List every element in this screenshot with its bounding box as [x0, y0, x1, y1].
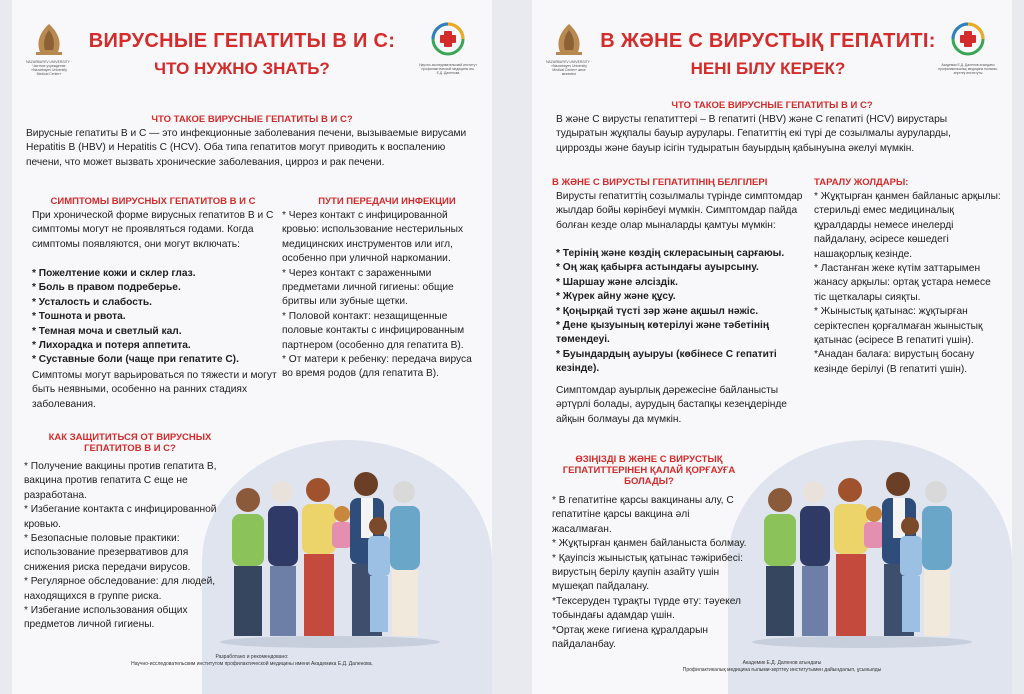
credit-line-1: Академик Е.Д. Даленов атындағы [742, 660, 822, 666]
institute-logo-caption: Научно-исследовательский институт профилактической медицины им. Е.Д. Даленова [419, 63, 477, 75]
list-item: *Ортақ жеке гигиена құралдарын пайдаланбау. [552, 624, 709, 651]
list-item: * Қауіпсіз жыныстық қатынас тәжірибесі: вирустың берілу қаупін азайту үшін мүшеқап пайдалану. [552, 552, 743, 593]
list-item: * Безопасные половые практики: использование презервативов для снижения риска передачи вирусов. [24, 533, 191, 573]
symptoms-heading: СИМПТОМЫ ВИРУСНЫХ ГЕПАТИТОВ В И С [50, 196, 256, 207]
list-item: * Ластанған жеке күтім заттарымен жанасу арқылы: ортақ ұстара немесе тіс щеткалары сияқты. [814, 263, 991, 303]
list-item: * Жүрек айну және құсу. [556, 291, 676, 303]
paths-list [282, 209, 482, 382]
protect-heading: КАК ЗАЩИТИТЬСЯ ОТ ВИРУСНЫХ ГЕПАТИТОВ В И С? [48, 432, 212, 454]
list-item: * Жыныстық қатынас: жұқтырған серіктеспен қорғалмаған жыныстық қатынас (әсіресе В гепатиті үшін). [814, 306, 983, 347]
cross-circle-logo-icon [950, 22, 986, 56]
page-title [588, 30, 948, 79]
list-item: * Избегание использования общих предметов личной гигиены. [24, 605, 188, 631]
paths-heading: ТАРАЛУ ЖОЛДАРЫ: [814, 177, 909, 188]
cross-circle-logo-icon [430, 22, 466, 56]
symptoms-heading: В ЖӘНЕ С ВИРУСТЫ ГЕПАТИТІНІҢ БЕЛГІЛЕРІ [552, 177, 768, 188]
university-emblem-icon [26, 22, 72, 58]
page-title [72, 30, 412, 79]
what-text: Вирусные гепатиты В и С — это инфекционные заболевания печени, вызываемые вирусами Hepatitis B (HBV) и Hepatitis C (HCV). Оба типа гепатитов могут приводить к воспалению печени, что может вызвать хронические заболевания, цирроз и рак печени. [26, 128, 467, 168]
list-item: * От матери к ребенку: передача вируса во время родов (для гепатита В). [282, 354, 472, 380]
credit-line-2: Профилактикалық медицина ғылыми-зерттеу институтымен дайындалып, ұсынылды [682, 667, 882, 673]
symptoms-list [32, 267, 284, 368]
what-text: В және С вирусты гепатиттері – В гепатиті (HBV) және С гепатиті (HCV) вирустары тудыратын жұқпалы бауыр аурулары. Гепатиттің екі түрі де созылмалы ауруларды, циррозды және бауыр ісігін тудыратын бауырдың қабынуына әкелуі мүмкін. [556, 114, 951, 154]
family-illustration [752, 462, 992, 652]
what-heading: ЧТО ТАКОЕ ВИРУСНЫЕ ГЕПАТИТЫ В И С? [671, 100, 873, 111]
list-item: * Тошнота и рвота. [32, 311, 126, 323]
poster-page-kazakh [532, 0, 1012, 694]
list-item: * Пожелтение кожи и склер глаз. [32, 268, 196, 279]
list-item: * Регулярное обследование: для людей, находящихся в группе риска. [24, 576, 216, 602]
paths-list [814, 190, 1004, 377]
list-item: * Через контакт с зараженными предметами личной гигиены: общие бритвы или зубные щетки. [282, 267, 454, 308]
list-item: * Буындардың ауыруы (көбінесе С гепатиті кезінде). [556, 348, 777, 375]
list-item: * Жұқтырған қанмен байланыс арқылы: стерильді емес медициналық құралдарды немесе инелерді пайдалану, әсіресе көшедегі нашақорлық кезінде. [814, 191, 1001, 260]
list-item: * Усталость и слабость. [32, 296, 153, 308]
list-item: * Дене қызуының көтерілуі және тәбетінің төмендеуі. [556, 320, 769, 346]
list-item: * Через контакт с инфицированной кровью: использование нестерильных медицинских инструментов или игл, особенно при уличной наркомании. [282, 210, 464, 265]
university-logo [26, 22, 72, 76]
title-line-2: ЧТО НУЖНО ЗНАТЬ? [154, 59, 330, 78]
protect-list [24, 460, 220, 633]
credit-line-2: Научно-исследовательским институтом профилактической медицины имени Академика Е.Д. Даленова. [131, 661, 373, 667]
credit-line-1: Разработано и рекомендовано: [215, 654, 289, 660]
list-item: * Терінің және көздің склерасының сарғаюы. [556, 248, 785, 259]
list-item: * Лихорадка и потеря аппетита. [32, 340, 191, 352]
university-logo [546, 22, 592, 76]
university-logo-caption: NAZARBAYEV UNIVERSITY · «Nazarbayev University Medical Center» жеке мекемесі [546, 60, 592, 76]
list-item: * Қоңырқай түсті зәр және ақшыл нәжіс. [556, 305, 759, 317]
university-logo-caption: NAZARBAYEV UNIVERSITY · Частное учреждение «Nazarbayev University Medical Center» [26, 60, 72, 76]
list-item: * Половой контакт: незащищенные половые контакты с инфицированным партнером (особенно для гепатита В). [282, 310, 465, 351]
list-item: * Избегание контакта с инфицированной кровью. [24, 504, 217, 530]
title-line-1: ВИРУСНЫЕ ГЕПАТИТЫ В И С: [88, 30, 396, 52]
protect-list [552, 494, 748, 652]
institute-logo [418, 22, 478, 75]
symptoms-intro: Вирусты гепатиттің созылмалы түрінде симптомдар жылдар бойы көрінбеуі мүмкін. Симптомдар пайда болған кезде олар мыналарды қамтуы мүмкін: [556, 191, 803, 231]
list-item: * Оң жақ қабырға астындағы ауырсыну. [556, 262, 759, 274]
list-item: * Боль в правом подреберье. [32, 282, 181, 294]
credit-block [652, 660, 912, 674]
title-line-2: НЕНІ БІЛУ КЕРЕК? [690, 59, 846, 78]
title-line-1: В ЖӘНЕ С ВИРУСТЫҚ ГЕПАТИТІ: [600, 30, 936, 52]
list-item: *Тексеруден тұрақты түрде өту: тәуекел тобындағы адамдар үшін. [552, 595, 742, 622]
paths-heading: ПУТИ ПЕРЕДАЧИ ИНФЕКЦИИ [318, 196, 456, 207]
list-item: * Суставные боли (чаще при гепатите С). [32, 354, 239, 366]
list-item: * Жұқтырған қанмен байланыста болмау. [552, 538, 747, 550]
list-item: * В гепатитіне қарсы вакцинаны алу, С гепатитіне қарсы вакцина әлі жасалмаған. [552, 495, 734, 535]
credit-block [122, 654, 382, 668]
institute-logo-caption: Академик Е.Д. Даленов атындағы профилактикалық медицина ғылыми-зерттеу институты [938, 63, 998, 75]
list-item: *Анадан балаға: вирустың босану кезінде берілуі (В гепатиті үшін). [814, 349, 975, 375]
list-item: * Шаршау және әлсіздік. [556, 276, 678, 288]
list-item: * Темная моча и светлый кал. [32, 325, 182, 337]
family-illustration [220, 462, 460, 652]
what-heading: ЧТО ТАКОЕ ВИРУСНЫЕ ГЕПАТИТЫ В И С? [151, 114, 353, 125]
list-item: * Получение вакцины против гепатита В, вакцина против гепатита С еще не разработана. [24, 461, 217, 501]
symptoms-list [556, 247, 810, 377]
symptoms-intro: При хронической форме вирусных гепатитов В и С симптомы могут не проявляться годами. Когда симптомы появляются, они могут включать: [32, 210, 274, 250]
poster-page-russian [12, 0, 492, 694]
symptoms-outro: Симптомы могут варьироваться по тяжести и могут быть неявными, особенно на ранних стадиях заболевания. [32, 370, 277, 410]
symptoms-outro: Симптомдар ауырлық дәрежесіне байланысты әртүрлі болады, аурудың бастапқы кезеңдерінде айқын болмауы да мүмкін. [556, 385, 787, 425]
protect-heading: ӨЗІҢІЗДІ В ЖӘНЕ С ВИРУСТЫҚ ГЕПАТИТТЕРІНЕН ҚАЛАЙ ҚОРҒАУҒА БОЛАДЫ? [562, 454, 736, 487]
university-emblem-icon [546, 22, 592, 58]
